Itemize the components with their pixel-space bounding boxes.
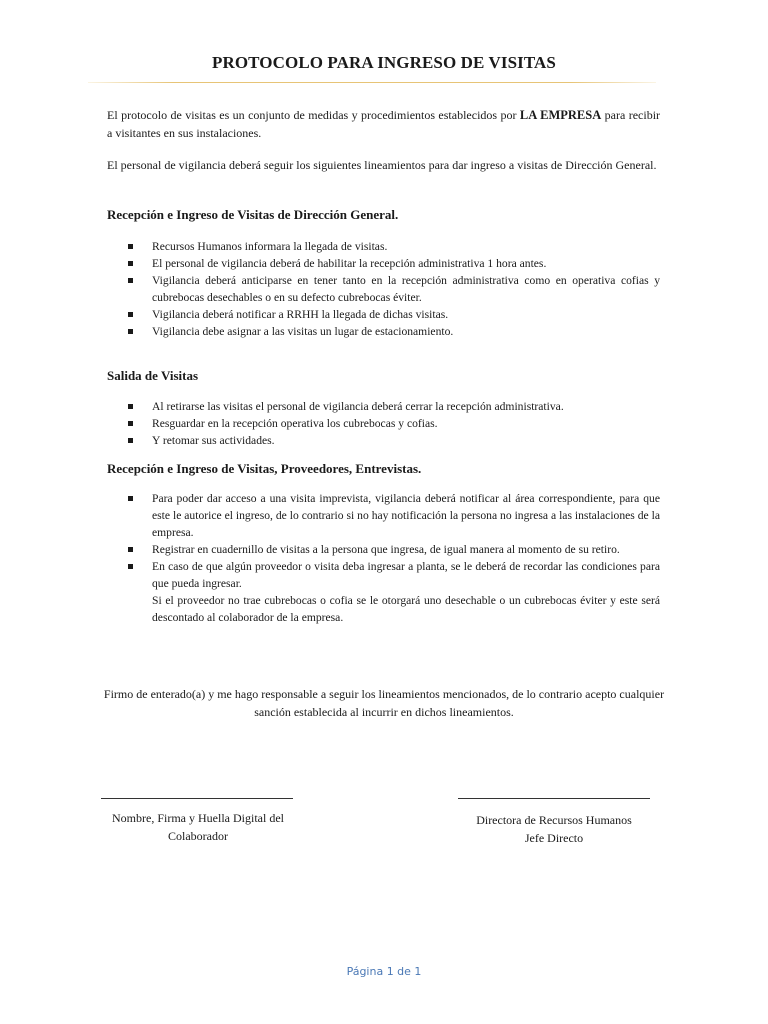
list-item: Vigilancia debe asignar a las visitas un lugar de estacionamiento. (107, 323, 660, 340)
bullet-icon (128, 404, 133, 409)
title-divider (88, 82, 656, 83)
signature-label-director: Directora de Recursos Humanos Jefe Directo (476, 813, 632, 845)
intro-paragraph-1 (107, 107, 660, 142)
signature-line-collaborator (101, 798, 293, 799)
list-item: Resguardar en la recepción operativa los cubrebocas y cofias. (107, 415, 660, 432)
list-item: Para poder dar acceso a una visita imprevista, vigilancia deberá notificar al área correspondiente, para que este le autorice el ingreso, de lo contrario si no hay notificación la persona no ingresa a las instalaciones de la empresa. (107, 490, 660, 541)
bullet-icon (128, 564, 133, 569)
bullet-icon (128, 244, 133, 249)
page-number: Página 1 de 1 (346, 965, 422, 978)
list-item: Vigilancia deberá notificar a RRHH la llegada de dichas visitas. (107, 306, 660, 323)
bullet-icon (128, 261, 133, 266)
bullet-icon (128, 312, 133, 317)
bullet-icon (128, 547, 133, 552)
document-title: PROTOCOLO PARA INGRESO DE VISITAS (211, 53, 556, 72)
list-item: El personal de vigilancia deberá de habilitar la recepción administrativa 1 hora antes. (107, 255, 660, 272)
bullet-list-direccion (107, 238, 660, 340)
list-item: Vigilancia deberá anticiparse en tener tanto en la recepción administrativa como en operativa cofias y cubrebocas desechables o en su defecto cubrebocas éviter. (107, 272, 660, 306)
intro-paragraph-2: El personal de vigilancia deberá seguir los siguientes lineamientos para dar ingreso a visitas de Dirección General. (107, 158, 657, 172)
bullet-list-salida (107, 398, 660, 449)
bullet-icon (128, 278, 133, 283)
acknowledgment-statement: Firmo de enterado(a) y me hago responsable a seguir los lineamientos mencionados, de lo contrario acepto cualquier sanción establecida al incurrir en dichos lineamientos. (103, 687, 665, 719)
list-item: Registrar en cuadernillo de visitas a la persona que ingresa, de igual manera al momento de su retiro. (107, 541, 660, 558)
section-heading-proveedores: Recepción e Ingreso de Visitas, Proveedores, Entrevistas. (107, 461, 422, 476)
bullet-icon (128, 329, 133, 334)
list-item: Al retirarse las visitas el personal de vigilancia deberá cerrar la recepción administrativa. (107, 398, 660, 415)
intro-text-end: para recibir a visitantes en sus instalaciones. (107, 108, 661, 140)
bullet-icon (128, 438, 133, 443)
list-item: Recursos Humanos informara la llegada de visitas. (107, 238, 660, 255)
bullet-icon (128, 496, 133, 501)
company-name: LA EMPRESA (519, 108, 602, 122)
list-item: Y retomar sus actividades. (107, 432, 660, 449)
list-item: En caso de que algún proveedor o visita deba ingresar a planta, se le deberá de recordar las condiciones para que pueda ingresar. (107, 558, 660, 592)
section-heading-salida: Salida de Visitas (107, 368, 199, 383)
intro-text: El protocolo de visitas es un conjunto de medidas y procedimientos establecidos por (107, 108, 517, 122)
bullet-list-proveedores (107, 490, 660, 626)
signature-line-director (458, 798, 650, 799)
list-item-continuation: Si el proveedor no trae cubrebocas o cofia se le otorgará uno desechable o un cubrebocas éviter y este será descontado al colaborador de la empresa. (152, 594, 660, 624)
section-heading-direccion: Recepción e Ingreso de Visitas de Dirección General. (107, 207, 399, 222)
signature-label-collaborator: Nombre, Firma y Huella Digital del Colaborador (112, 811, 284, 843)
bullet-icon (128, 421, 133, 426)
